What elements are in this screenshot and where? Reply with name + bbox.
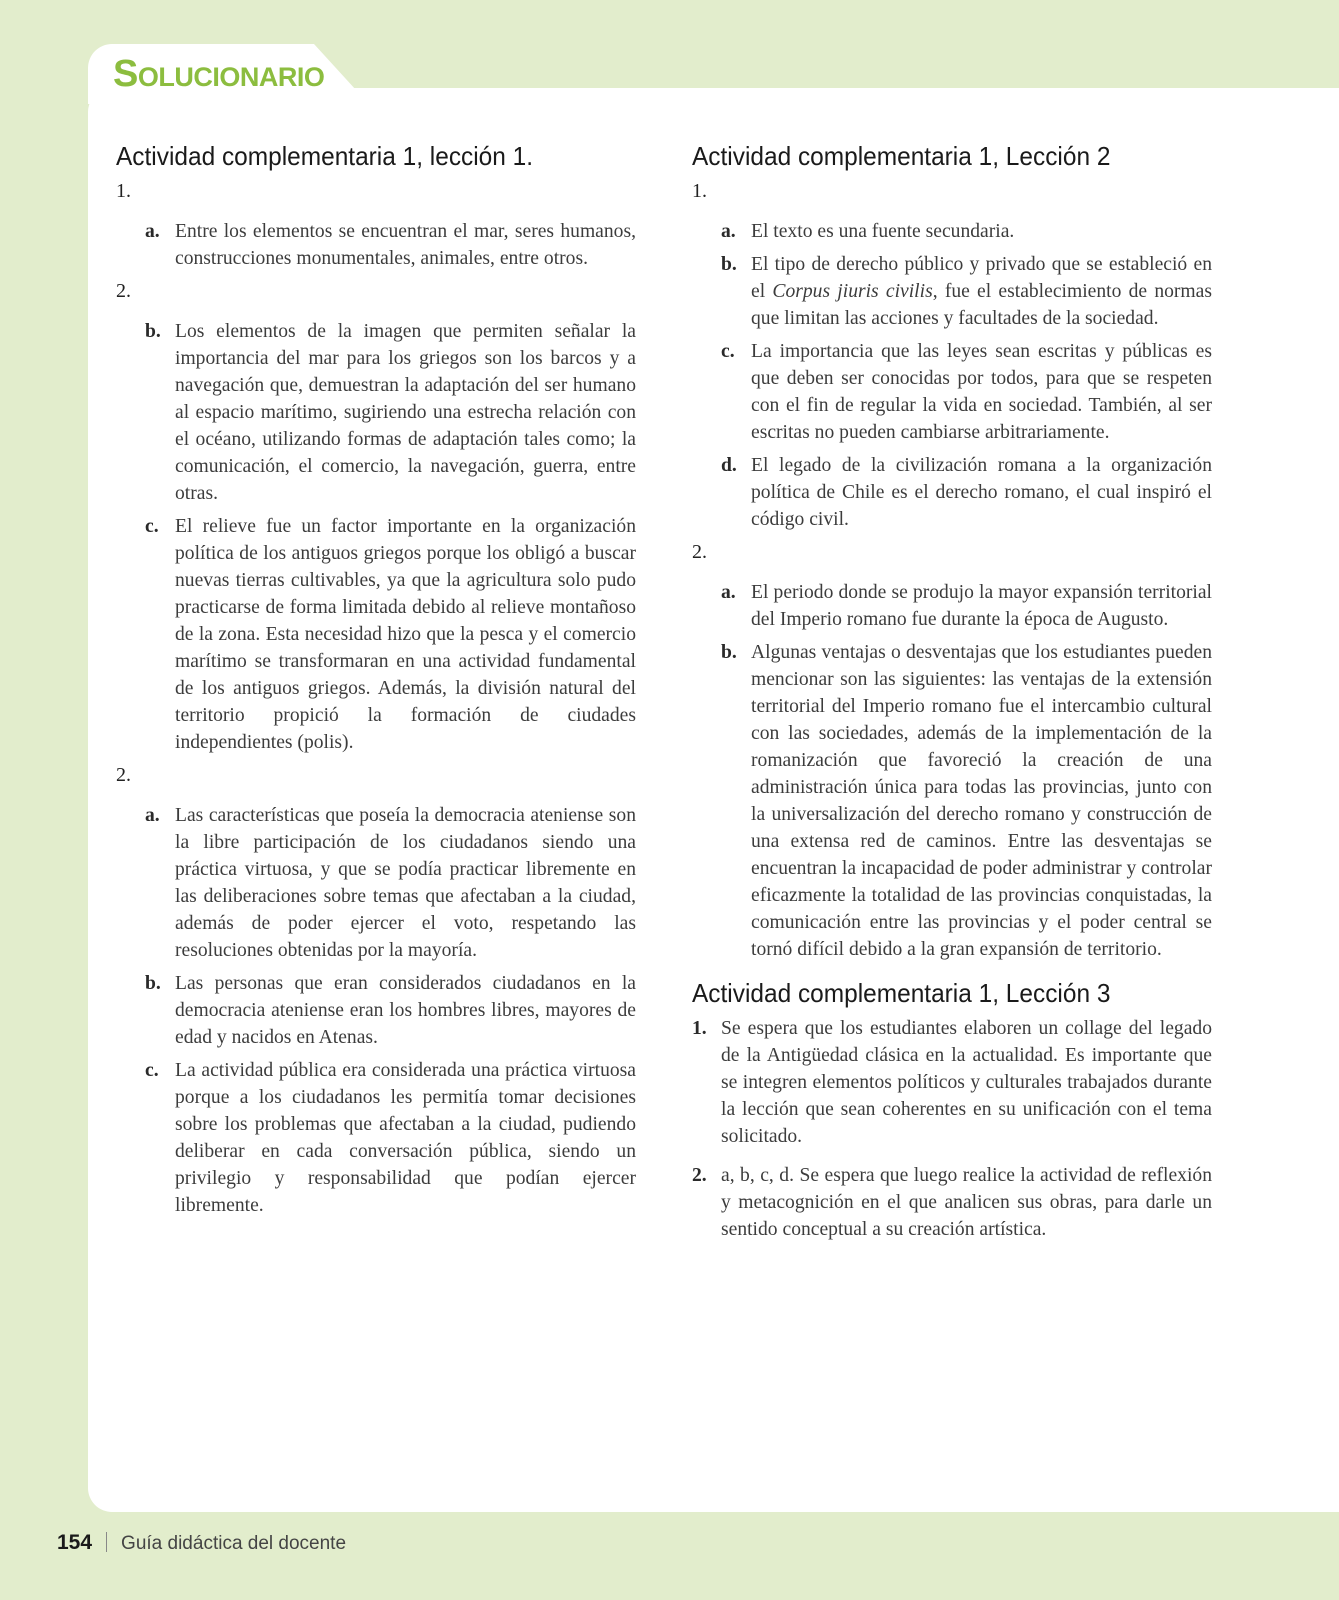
- answer-label: c.: [145, 516, 159, 537]
- book-title: Guía didáctica del docente: [121, 1533, 347, 1554]
- answer-text: Entre los elementos se encuentran el mar, seres humanos, construcciones monumentales, animales, entre otros.: [175, 221, 636, 269]
- answer-label: a.: [145, 805, 160, 826]
- answer-text: Los elementos de la imagen que permiten señalar la importancia del mar para los griegos son los barcos y a navegación que, demuestran la adaptación del ser humano al espacio marítimo, sugiriendo una estrecha relación con el océano, utilizando formas de adaptación tales como; la comunicación, el comercio, la navegación, guerra, entre otras.: [175, 321, 636, 504]
- section-title-initial: S: [113, 53, 138, 95]
- left-column: [116, 140, 636, 1225]
- answer-text: El periodo donde se produjo la mayor expansión territorial del Imperio romano fue durante la época de Augusto.: [751, 582, 1212, 630]
- answer-label: a.: [721, 582, 736, 603]
- answer-label: 2.: [692, 1165, 707, 1186]
- activity-heading-lesson-3: Actividad complementaria 1, Lección 3: [692, 978, 1111, 1008]
- right-column: [692, 140, 1212, 1255]
- answer-label: b.: [145, 321, 161, 342]
- answer-item: [692, 452, 1212, 533]
- answer-text: El relieve fue un factor importante en la organización política de los antiguos griegos porque los obligó a buscar nuevas tierras cultivables, ya que la agricultura solo pudo practicarse de forma limitada debido al relieve montañoso de la zona. Esta necesidad hizo que la pesca y el comercio marítimo se transformaran en una actividad fundamental de los antiguos griegos. Además, la división natural del territorio propició la formación de ciudades independientes (polis).: [175, 516, 636, 753]
- page-footer: [57, 1530, 346, 1557]
- answer-label: a.: [721, 221, 736, 242]
- answer-text: El legado de la civilización romana a la organización política de Chile es el derecho romano, el cual inspiró el código civil.: [751, 455, 1212, 530]
- answer-text: Las personas que eran considerados ciudadanos en la democracia ateniense eran los hombres libres, mayores de edad y nacidos en Atenas.: [175, 973, 636, 1048]
- answer-label: b.: [145, 973, 161, 994]
- answer-item: [692, 338, 1212, 446]
- answer-label: b.: [721, 642, 737, 663]
- answer-item: [692, 1015, 1212, 1150]
- answer-item: [116, 1057, 636, 1219]
- answer-item: [116, 318, 636, 507]
- activity-heading-lesson-2: Actividad complementaria 1, Lección 2: [692, 141, 1111, 171]
- page-number: 154: [57, 1531, 93, 1554]
- answer-label: d.: [721, 455, 737, 476]
- question-number: 1.: [692, 180, 707, 202]
- question-number: 2.: [116, 280, 131, 302]
- answer-text: La importancia que las leyes sean escritas y públicas es que deben ser conocidas por todos, para que se respeten con el fin de regular la vida en sociedad. También, al ser escritas no pueden cambiarse arbitrariamente.: [751, 341, 1212, 443]
- answer-text: El tipo de derecho público y privado que se estableció en el: [751, 254, 1212, 302]
- activity-heading-lesson-1: Actividad complementaria 1, lección 1.: [116, 141, 534, 171]
- answer-text-italic: Corpus jiuris civilis: [772, 281, 933, 302]
- answer-label: c.: [145, 1060, 159, 1081]
- question-number: 1.: [116, 180, 131, 202]
- section-title-rest: OLUCIONARIO: [137, 62, 325, 92]
- answer-item: [692, 251, 1212, 332]
- answer-label: a.: [145, 221, 160, 242]
- answer-item: [116, 513, 636, 756]
- answer-item: [116, 970, 636, 1051]
- question-number: 2.: [116, 764, 131, 786]
- section-title: [113, 54, 324, 97]
- answer-label: b.: [721, 254, 737, 275]
- answer-text: , fue el establecimiento de normas que limitan las acciones y facultades de la sociedad.: [751, 281, 1212, 329]
- answer-item: [692, 218, 1212, 245]
- answer-item: [116, 218, 636, 272]
- answer-text: La actividad pública era considerada una práctica virtuosa porque a los ciudadanos les permitía tomar decisiones sobre los problemas que afectaban a la ciudad, pudiendo deliberar en cada conversación pública, siendo un privilegio y responsabilidad que podían ejercer libremente.: [175, 1060, 636, 1216]
- question-number: 2.: [692, 541, 707, 563]
- answer-text: El texto es una fuente secundaria.: [751, 221, 1015, 242]
- answer-text: a, b, c, d. Se espera que luego realice la actividad de reflexión y metacognición en el que analicen sus obras, para darle un sentido conceptual a su creación artística.: [721, 1165, 1212, 1240]
- answer-label: 1.: [692, 1018, 707, 1039]
- answer-item: [692, 639, 1212, 963]
- answer-text: Algunas ventajas o desventajas que los estudiantes pueden mencionar son las siguientes: las ventajas de la extensión territorial del Imperio romano fue el intercambio cultural con las sociedades, además de la implementación de la romanización que favoreció la creación de una administración única para todas las provincias, junto con la universalización del derecho romano y construcción de una extensa red de caminos. Entre las desventajas se encuentran la incapacidad de poder administrar y controlar eficazmente la totalidad de las provincias conquistadas, la comunicación entre las provincias y el poder central se tornó difícil debido a la gran expansión de territorio.: [751, 642, 1212, 960]
- answer-text: Las características que poseía la democracia ateniense son la libre participación de los ciudadanos siendo una práctica virtuosa, y que se podía practicar libremente en las deliberaciones sobre temas que afectaban a la ciudad, además de poder ejercer el voto, respetando las resoluciones obtenidas por la mayoría.: [175, 805, 636, 961]
- answer-item: [692, 579, 1212, 633]
- answer-item: [116, 802, 636, 964]
- footer-divider: [106, 1532, 107, 1552]
- answer-text: Se espera que los estudiantes elaboren un collage del legado de la Antigüedad clásica en la actualidad. Es importante que se integren elementos políticos y culturales trabajados durante la lección que sean coherentes en su unificación con el tema solicitado.: [721, 1018, 1212, 1147]
- answer-item: [692, 1162, 1212, 1243]
- answer-label: c.: [721, 341, 735, 362]
